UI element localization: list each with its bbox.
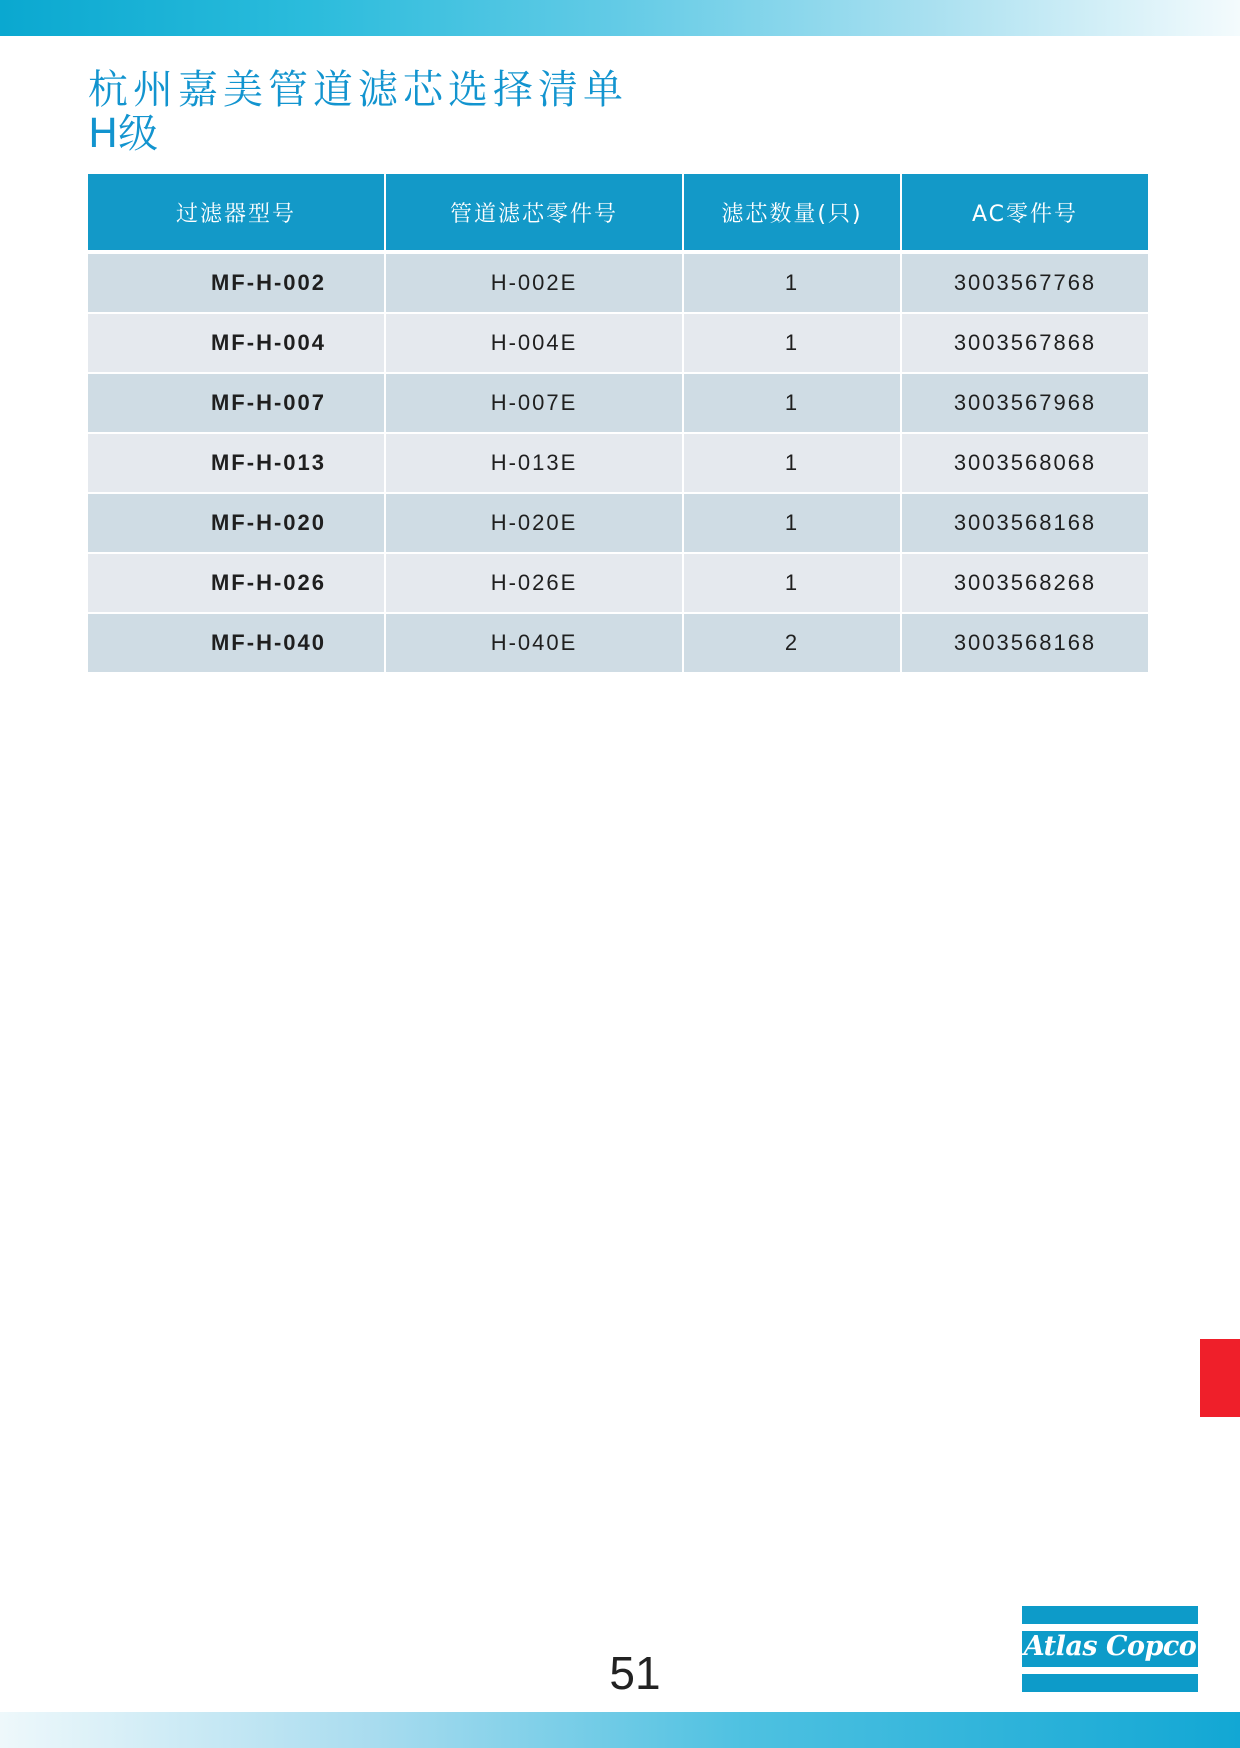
table-row	[88, 614, 1148, 674]
cell-element-quantity: 1	[684, 554, 902, 614]
cell-element-part-number: H-007E	[386, 374, 684, 434]
filter-selection-table	[88, 174, 1148, 674]
table-row	[88, 254, 1148, 314]
cell-ac-part-number: 3003567768	[902, 254, 1148, 314]
logo-wordmark: Atlas Copco	[1023, 1631, 1197, 1662]
top-gradient-bar	[0, 0, 1240, 36]
header-element-part-number: 管道滤芯零件号	[386, 174, 684, 254]
cell-element-quantity: 1	[684, 434, 902, 494]
header-ac-part-number: AC零件号	[902, 174, 1148, 254]
table-row	[88, 554, 1148, 614]
cell-ac-part-number: 3003568068	[902, 434, 1148, 494]
cell-filter-model: MF-H-020	[88, 494, 386, 554]
page-number: 51	[609, 1647, 661, 1699]
cell-filter-model: MF-H-013	[88, 434, 386, 494]
cell-filter-model: MF-H-002	[88, 254, 386, 314]
cell-ac-part-number: 3003567968	[902, 374, 1148, 434]
bottom-gradient-bar	[0, 1712, 1240, 1748]
cell-filter-model: MF-H-004	[88, 314, 386, 374]
table-row	[88, 314, 1148, 374]
table-row	[88, 494, 1148, 554]
cell-ac-part-number: 3003567868	[902, 314, 1148, 374]
cell-element-quantity: 1	[684, 494, 902, 554]
atlas-copco-logo	[1022, 1606, 1198, 1692]
cell-ac-part-number: 3003568168	[902, 614, 1148, 674]
cell-element-quantity: 1	[684, 254, 902, 314]
header-filter-model: 过滤器型号	[88, 174, 386, 254]
cell-element-quantity: 1	[684, 314, 902, 374]
logo-bottom-band	[1022, 1667, 1198, 1674]
cell-element-part-number: H-013E	[386, 434, 684, 494]
cell-element-quantity: 2	[684, 614, 902, 674]
cell-filter-model: MF-H-026	[88, 554, 386, 614]
cell-element-quantity: 1	[684, 374, 902, 434]
cell-element-part-number: H-004E	[386, 314, 684, 374]
title-line-1: 杭州嘉美管道滤芯选择清单	[88, 67, 628, 113]
header-element-quantity: 滤芯数量(只)	[684, 174, 902, 254]
table-row	[88, 434, 1148, 494]
red-side-tab	[1200, 1339, 1240, 1417]
cell-ac-part-number: 3003568168	[902, 494, 1148, 554]
table-header-row	[88, 174, 1148, 254]
cell-element-part-number: H-020E	[386, 494, 684, 554]
cell-element-part-number: H-040E	[386, 614, 684, 674]
cell-filter-model: MF-H-040	[88, 614, 386, 674]
table-row	[88, 374, 1148, 434]
cell-ac-part-number: 3003568268	[902, 554, 1148, 614]
title-line-2: H级	[88, 111, 159, 157]
page-title	[88, 68, 628, 156]
cell-element-part-number: H-002E	[386, 254, 684, 314]
cell-element-part-number: H-026E	[386, 554, 684, 614]
cell-filter-model: MF-H-007	[88, 374, 386, 434]
